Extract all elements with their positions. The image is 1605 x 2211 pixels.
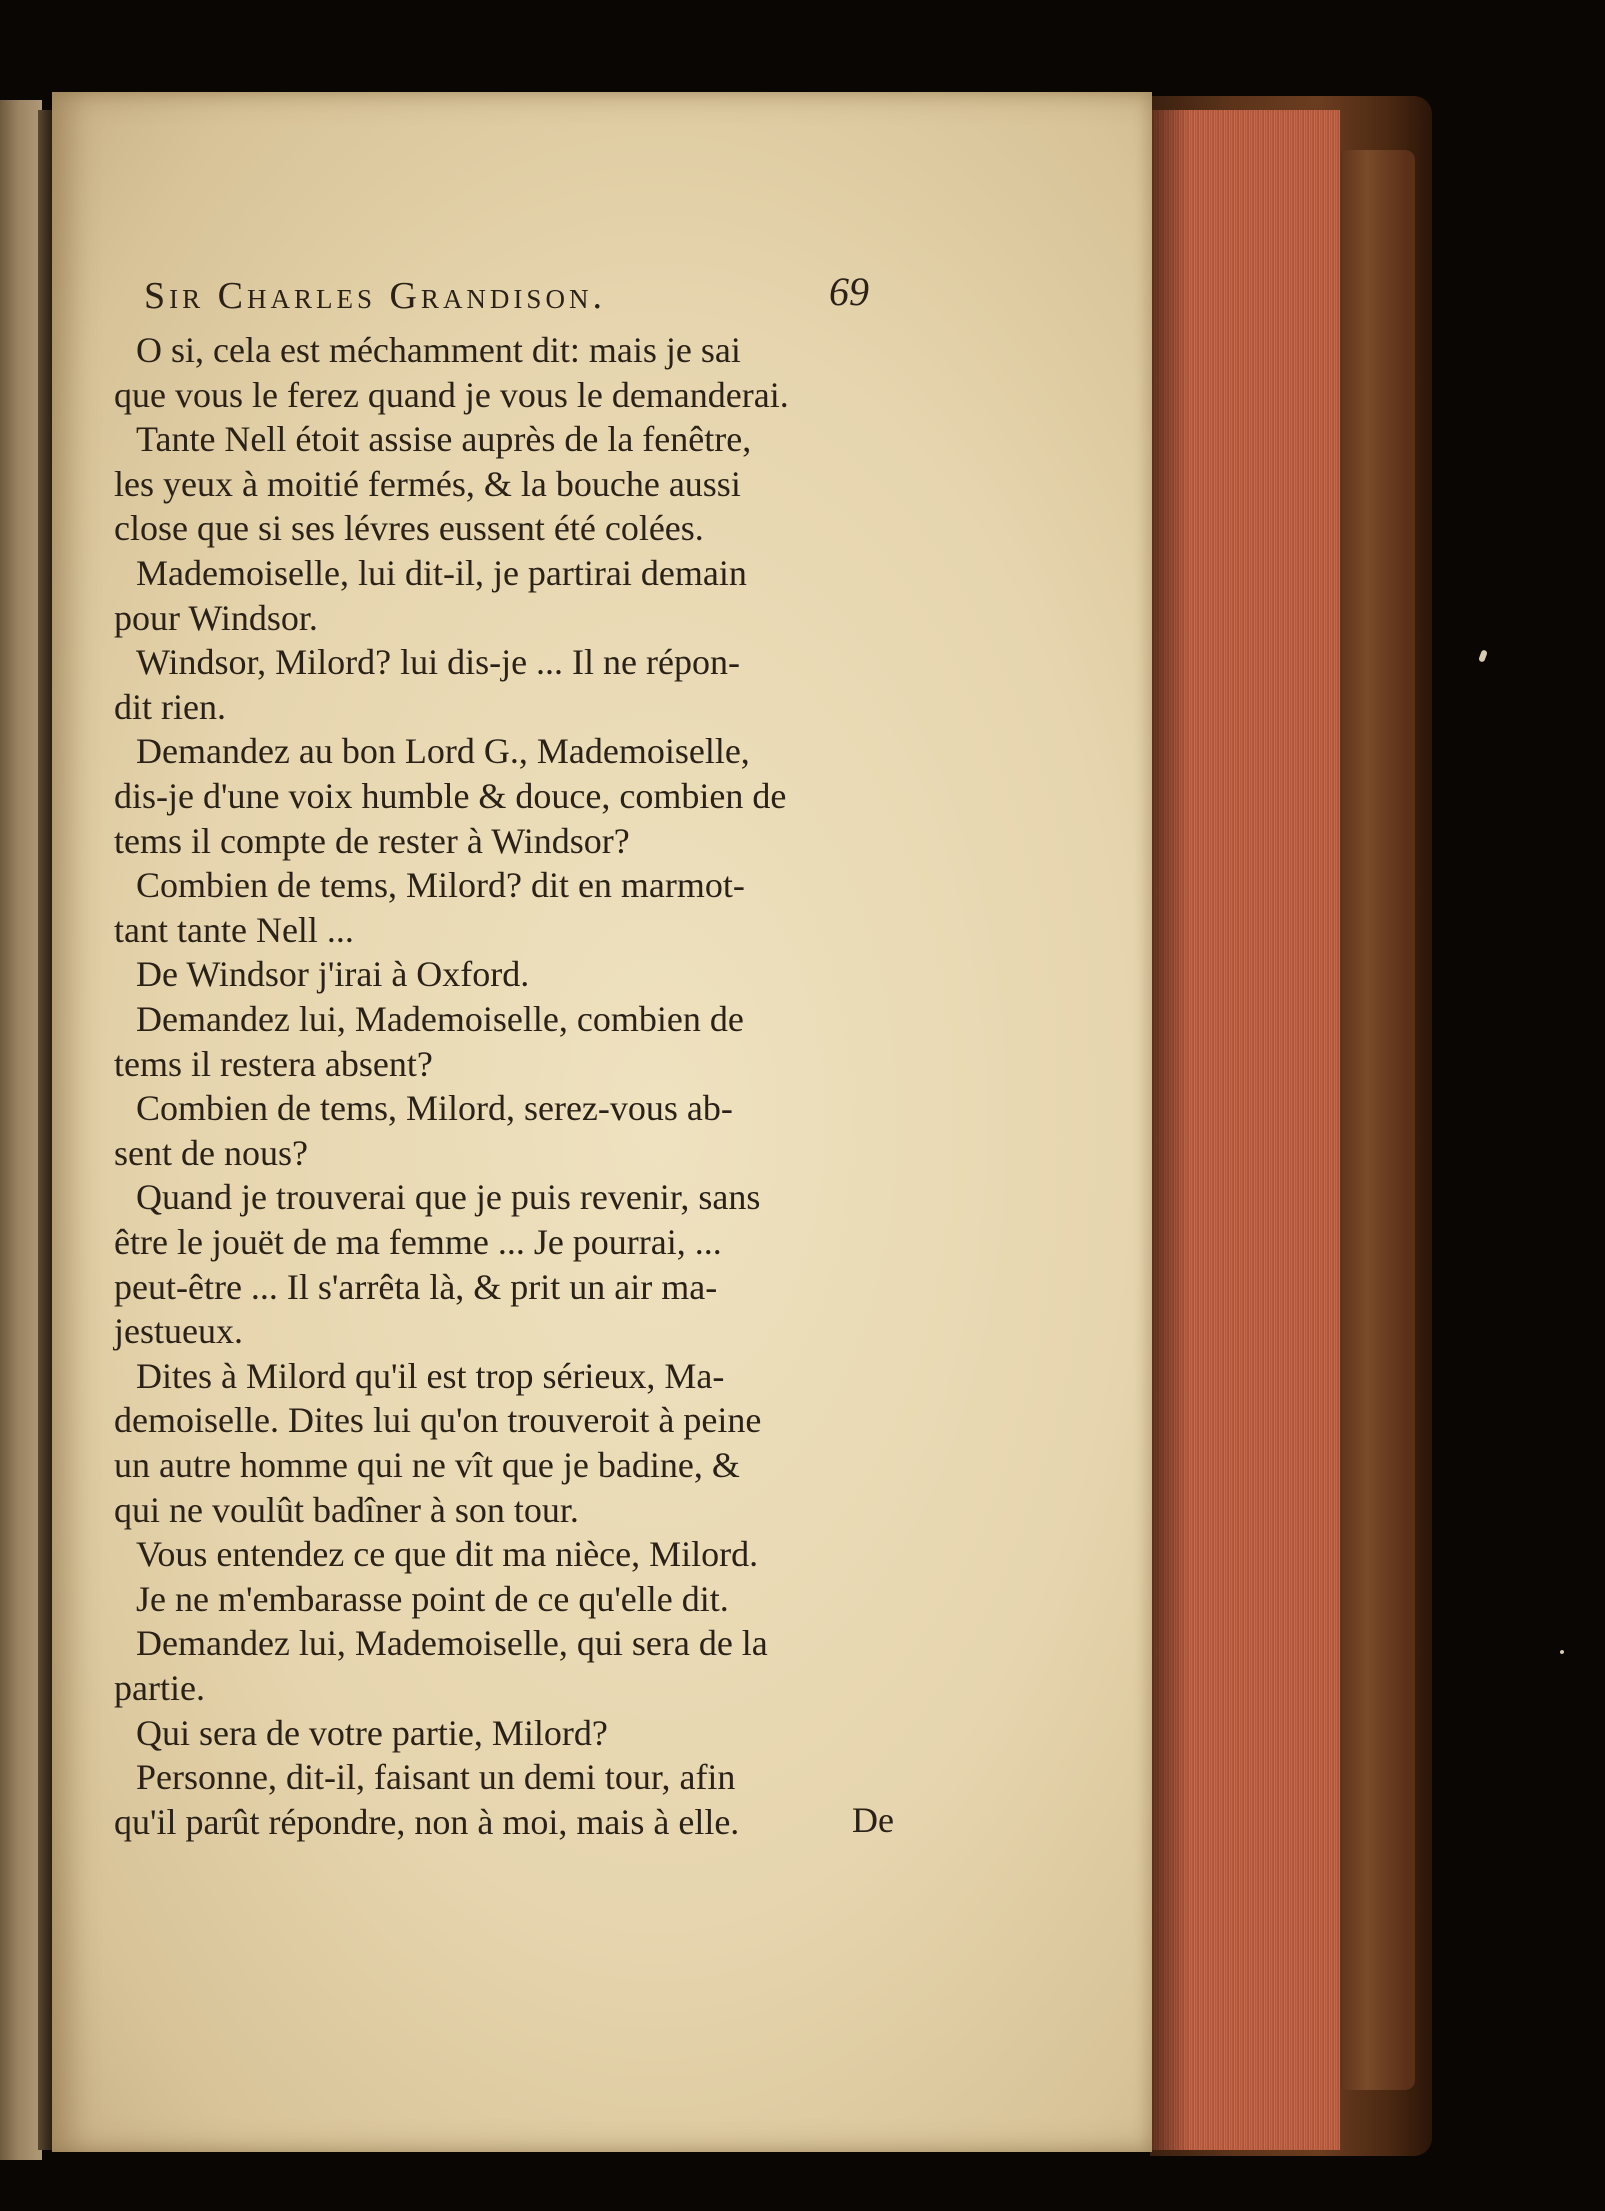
fore-edge-shadow [1150,110,1190,2150]
text-line: Windsor, Milord? lui dis-je ... Il ne répon- [136,642,740,683]
text-line: être le jouët de ma femme ... Je pourrai, ... [114,1222,722,1262]
text-line: dis-je d'une voix humble & douce, combien de [114,776,787,816]
text-line: close que si ses lévres eussent été colées. [114,508,704,549]
text-line: Demandez lui, Mademoiselle, qui sera de la [136,1623,768,1664]
book-gutter [38,110,52,2150]
text-line: Combien de tems, Milord, serez-vous ab- [136,1088,733,1129]
text-line: les yeux à moitié fermés, & la bouche aussi [114,463,741,504]
text-line: Vous entendez ce que dit ma nièce, Milord. [136,1534,759,1575]
text-line: qu'il parût répondre, non à moi, mais à elle. [114,1801,740,1842]
text-line: Mademoiselle, lui dit-il, je partirai demain [136,553,747,593]
cover-board [1335,150,1415,2090]
text-line: dit rien. [114,686,226,727]
catchword: De [852,1800,894,1840]
page-number: 69 [829,269,869,314]
text-line: peut-être ... Il s'arrêta là, & prit un air ma- [114,1266,718,1307]
running-head [114,270,924,330]
facing-page-edge [0,100,42,2160]
text-line: jestueux. [114,1311,243,1352]
text-line: pour Windsor. [114,597,318,638]
text-line: demoiselle. Dites lui qu'on trouveroit à peine [114,1400,762,1441]
text-line: Combien de tems, Milord? dit en marmot- [136,865,745,906]
text-line: Demandez au bon Lord G., Mademoiselle, [136,731,750,772]
text-line: Qui sera de votre partie, Milord? [136,1712,608,1753]
text-line: O si, cela est méchamment dit: mais je sai [136,330,741,370]
text-line: partie. [114,1668,205,1708]
text-line: tems il restera absent? [114,1043,433,1084]
text-line: sent de nous? [114,1132,308,1173]
text-line: Quand je trouverai que je puis revenir, sans [136,1177,761,1218]
text-line: Dites à Milord qu'il est trop sérieux, Ma- [136,1355,725,1396]
text-line: tems il compte de rester à Windsor? [114,820,630,861]
dust-speck [1559,1649,1564,1654]
text-line: qui ne voulût badîner à son tour. [114,1489,579,1530]
text-line: Demandez lui, Mademoiselle, combien de [136,999,744,1039]
text-line: un autre homme qui ne vît que je badine, & [114,1445,740,1485]
text-line: De Windsor j'irai à Oxford. [136,954,530,995]
dust-speck [1478,649,1488,662]
text-line: que vous le ferez quand je vous le demanderai. [114,374,789,415]
running-title: Sir Charles Grandison. [144,275,606,317]
text-line: Tante Nell étoit assise auprès de la fenêtre, [136,419,752,460]
text-line: tant tante Nell ... [114,909,354,950]
text-line: Je ne m'embarasse point de ce qu'elle dit. [136,1578,729,1619]
text-line: Personne, dit-il, faisant un demi tour, afin [136,1757,736,1798]
